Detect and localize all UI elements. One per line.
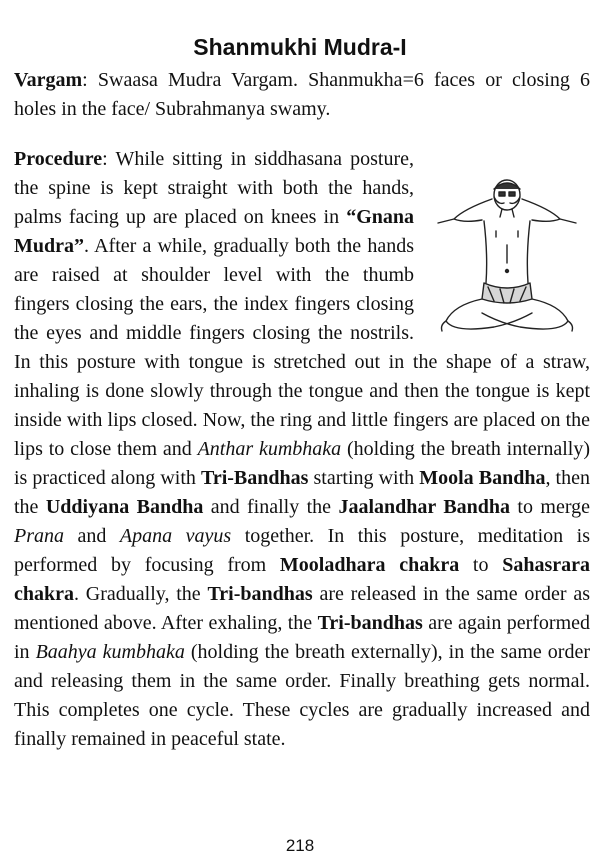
page-title: Shanmukhi Mudra-I: [193, 34, 407, 60]
prana-term: Prana: [14, 525, 64, 547]
sahasrara-chakra-term: Sahasrara chakra: [14, 554, 590, 605]
gnana-mudra-term: “Gnana Mudra”: [14, 206, 414, 257]
procedure-text: are released in the same order as mentioned above. After exhaling, the: [14, 583, 590, 634]
procedure-text: (holding the breath externally), in the same order and releasing them in the same order. Finally breathing gets normal. This completes one cycle. These cycles are gradually increased and finally remained in peaceful state.: [14, 641, 590, 750]
procedure-text: and: [64, 525, 120, 547]
procedure-text: and finally the: [203, 496, 339, 518]
mooladhara-chakra-term: Mooladhara chakra: [279, 554, 460, 576]
mudra-illustration: [424, 175, 590, 347]
tri-bandhas-term: Tri-Bandhas: [200, 467, 309, 489]
moola-bandha-term: Moola Bandha: [419, 467, 546, 489]
procedure-text: . After a while, gradually both the hands are raised at shoulder level with the thumb fingers closing the ears, the index fingers closing the eyes and middle fingers closing the nostrils. In this posture with tongue is stretched out in the shape of a straw, inhaling is done slowly through the tongue and then the tongue is kept inside with lips closed. Now, the ring and little fingers are placed on the lips to close them and: [14, 235, 590, 460]
jaalandhar-bandha-term: Jaalandhar Bandha: [338, 496, 511, 518]
apana-vayus-term: Apana vayus: [119, 525, 232, 547]
procedure-text: together. In this posture, meditation is performed by focusing from: [14, 525, 590, 576]
vargam-paragraph: [14, 66, 590, 124]
tri-bandhas-term: Tri-bandhas: [317, 612, 423, 634]
page-number: 218: [285, 836, 315, 855]
anthar-kumbhaka-term: Anthar kumbhaka: [197, 438, 342, 460]
baahya-kumbhaka-term: Baahya kumbhaka: [35, 641, 185, 663]
vargam-label: Vargam: [14, 69, 83, 91]
procedure-text: . Gradually, the: [74, 583, 208, 605]
procedure-text: : While sitting in siddhasana posture, the spine is kept straight with both the hands, palms facing up are placed on knees in: [14, 148, 414, 228]
procedure-text: starting with: [308, 467, 420, 489]
procedure-label: Procedure: [14, 148, 103, 170]
seated-figure-icon: [424, 175, 590, 347]
procedure-text: (holding the breath internally) is practiced along with: [14, 438, 590, 489]
vargam-text: : Swaasa Mudra Vargam. Shanmukha=6 faces or closing 6 holes in the face/ Subrahmanya swamy.: [14, 69, 590, 120]
procedure-text: are again performed in: [14, 612, 591, 663]
procedure-paragraph: [14, 145, 590, 754]
procedure-text: to: [459, 554, 503, 576]
tri-bandhas-term: Tri-bandhas: [207, 583, 313, 605]
procedure-text: , then the: [14, 467, 590, 518]
uddiyana-bandha-term: Uddiyana Bandha: [45, 496, 204, 518]
procedure-text: to merge: [510, 496, 591, 518]
